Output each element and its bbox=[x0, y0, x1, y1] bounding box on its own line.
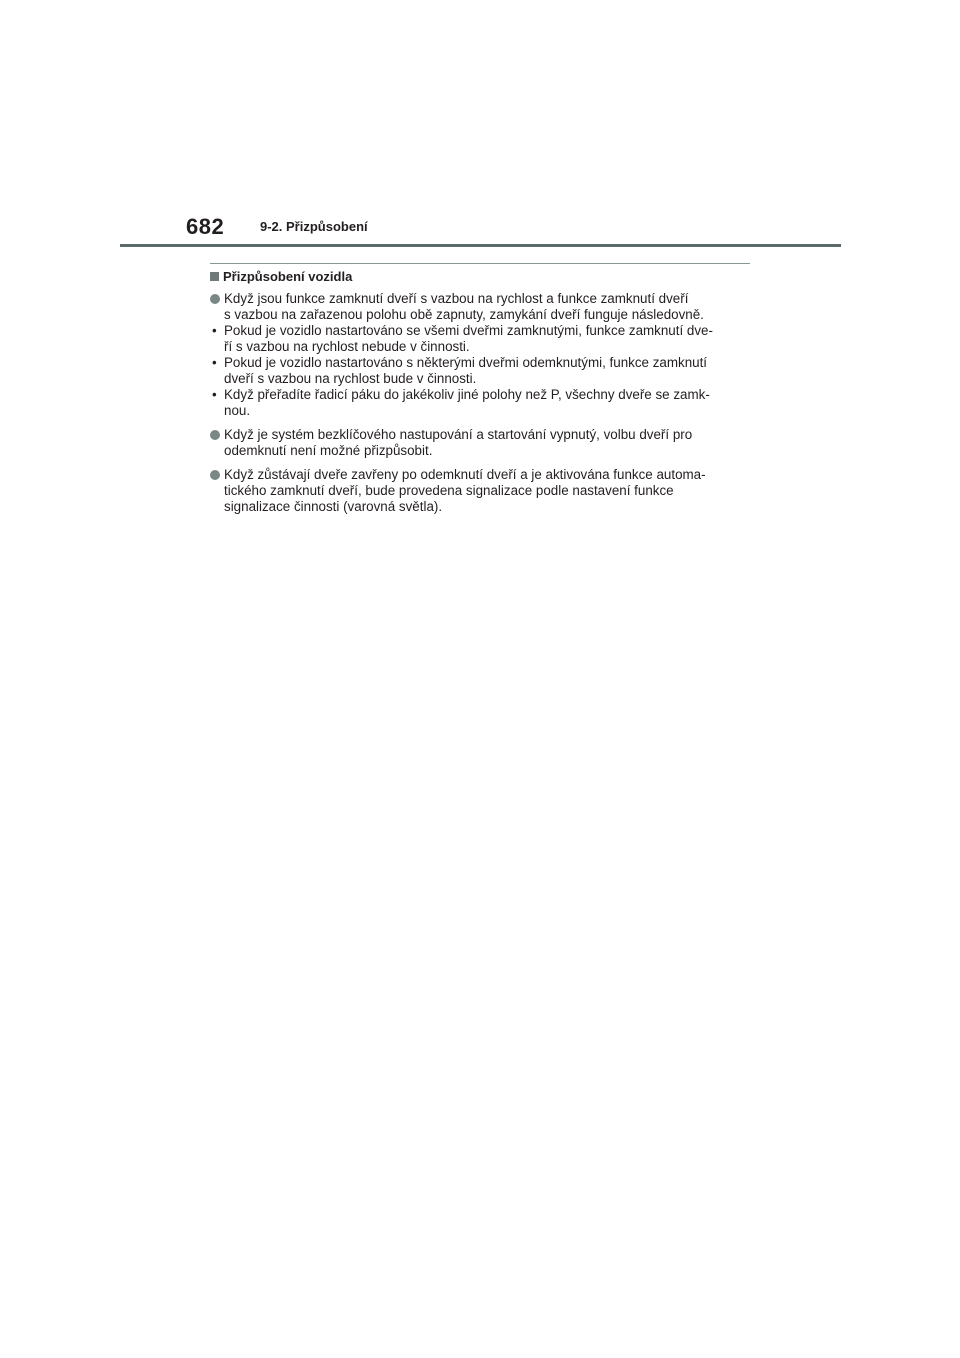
paragraph-line: tického zamknutí dveří, bude provedena signalizace podle nastavení funkce bbox=[224, 483, 674, 498]
list-item bbox=[210, 323, 750, 355]
square-bullet-icon bbox=[210, 272, 219, 281]
circle-bullet-icon bbox=[210, 470, 220, 480]
bullet-list bbox=[210, 323, 750, 419]
bullet-dot: • bbox=[212, 355, 217, 370]
list-item bbox=[210, 387, 750, 419]
paragraph-line: Když jsou funkce zamknutí dveří s vazbou na rychlost a funkce zamknutí dveří bbox=[224, 291, 689, 306]
main-content bbox=[210, 263, 750, 515]
section-title: 9-2. Přizpůsobení bbox=[260, 219, 368, 234]
header-divider bbox=[120, 244, 841, 247]
page-number: 682 bbox=[186, 214, 225, 239]
list-item-line: Když přeřadíte řadicí páku do jakékoliv jiné polohy než P, všechny dveře se zamk- bbox=[224, 387, 710, 402]
paragraph-line: Když zůstávají dveře zavřeny po odemknutí dveří a je aktivována funkce automa- bbox=[224, 467, 706, 482]
subheading bbox=[210, 263, 750, 285]
list-item bbox=[210, 355, 750, 387]
paragraph-line: s vazbou na zařazenou polohu obě zapnuty, zamykání dveří funguje následovně. bbox=[224, 307, 704, 322]
list-item-line: ří s vazbou na rychlost nebude v činnosti. bbox=[224, 339, 470, 354]
paragraph-3 bbox=[210, 467, 750, 515]
list-item-line: dveří s vazbou na rychlost bude v činnosti. bbox=[224, 371, 477, 386]
subheading-text: Přizpůsobení vozidla bbox=[223, 269, 353, 284]
bullet-dot: • bbox=[212, 387, 217, 402]
paragraph-2 bbox=[210, 427, 750, 459]
circle-bullet-icon bbox=[210, 294, 220, 304]
paragraph-1 bbox=[210, 291, 750, 323]
bullet-dot: • bbox=[212, 323, 217, 338]
paragraph-line: Když je systém bezklíčového nastupování a startování vypnutý, volbu dveří pro bbox=[224, 427, 693, 442]
list-item-line: Pokud je vozidlo nastartováno se všemi dveřmi zamknutými, funkce zamknutí dve- bbox=[224, 323, 713, 338]
list-item-line: Pokud je vozidlo nastartováno s některými dveřmi odemknutými, funkce zamknutí bbox=[224, 355, 708, 370]
circle-bullet-icon bbox=[210, 430, 220, 440]
paragraph-line: signalizace činnosti (varovná světla). bbox=[224, 499, 443, 514]
paragraph-line: odemknutí není možné přizpůsobit. bbox=[224, 443, 433, 458]
list-item-line: nou. bbox=[224, 403, 251, 418]
